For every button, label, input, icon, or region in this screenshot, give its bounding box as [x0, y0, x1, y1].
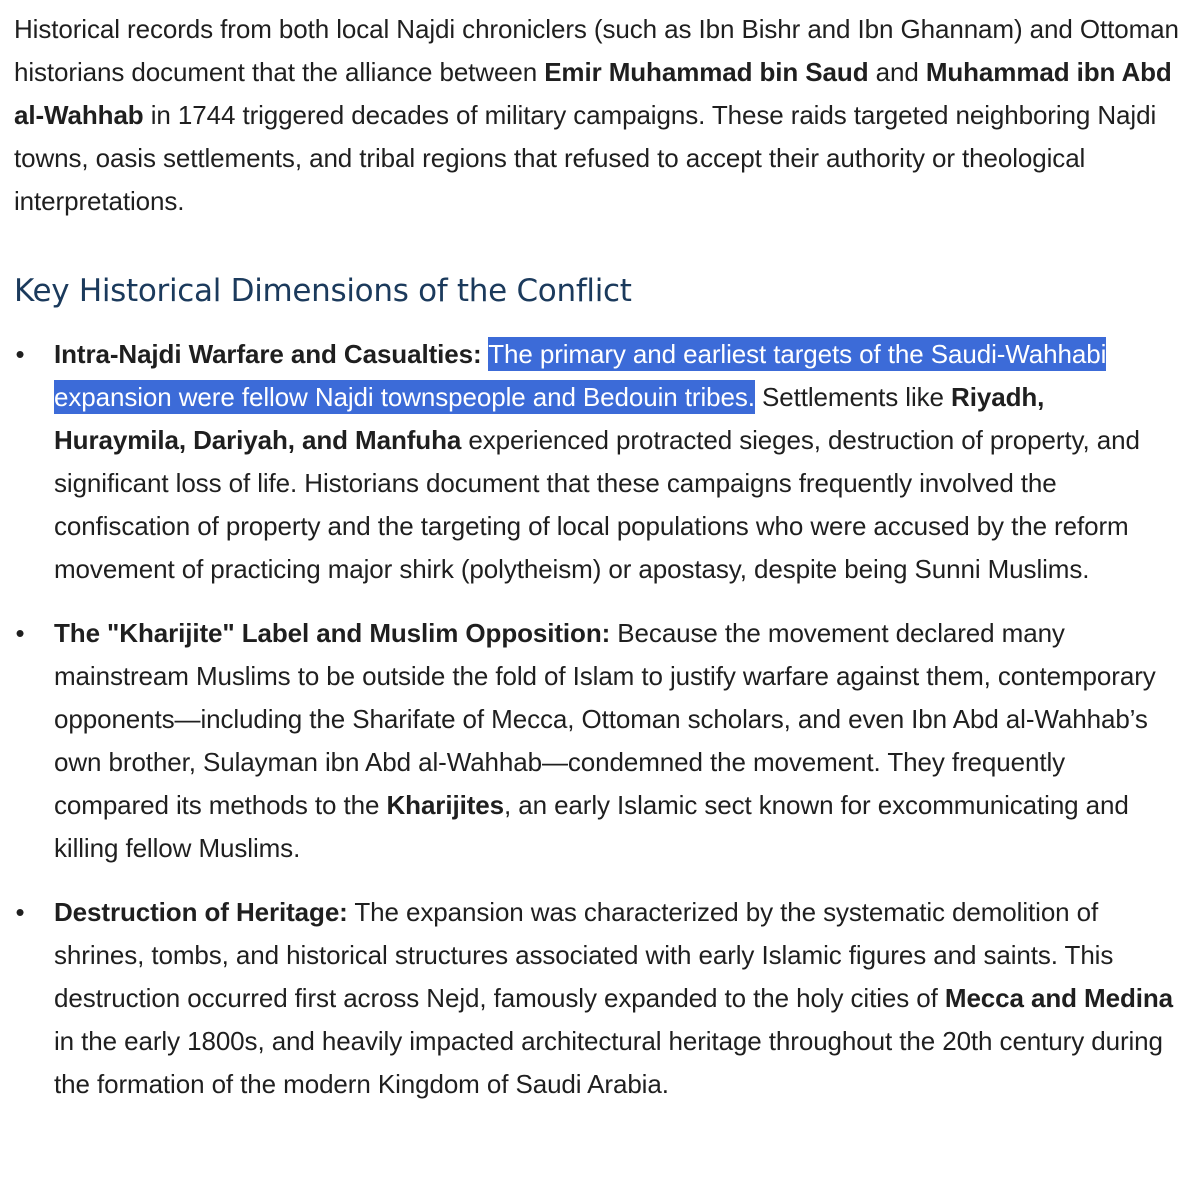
bullet-bold-kharijites: Kharijites — [386, 790, 504, 820]
bullet-bold-mecca-medina: Mecca and Medina — [944, 983, 1174, 1013]
intro-text-1: Historical records from both local Najdi chroniclers (such as Ibn Bishr and Ibn Ghannam) and Ottoman historians document that the alliance between — [14, 14, 1179, 87]
bullet-item-heritage — [14, 891, 1182, 1106]
intro-bold-emir: Emir Muhammad bin Saud — [544, 57, 869, 87]
bullet-title-heritage: Destruction of Heritage: — [54, 897, 348, 927]
intro-text-3: in 1744 triggered decades of military campaigns. These raids targeted neighboring Najdi towns, oasis settlements, and tribal regions that refused to accept their authority or theological interpretations. — [14, 100, 1157, 216]
bullet-bold-settlements: Riyadh, Huraymila, Dariyah, and Manfuha — [54, 382, 1045, 455]
bullet-text-heritage-2: in the early 1800s, and heavily impacted architectural heritage throughout the 20th century during the formation of the modern Kingdom of Saudi Arabia. — [54, 1026, 1163, 1099]
intro-paragraph — [14, 8, 1182, 223]
bullet-text-warfare-1: Settlements like — [754, 382, 952, 412]
bullet-item-warfare — [14, 333, 1182, 591]
selected-text-highlight[interactable]: The primary and earliest targets of the Saudi-Wahhabi expansion were fellow Najdi townspeople and Bedouin tribes. — [54, 339, 1107, 412]
bullet-text-kharijite-1: Because the movement declared many mainstream Muslims to be outside the fold of Islam to justify warfare against them, contemporary opponents—including the Sharifate of Mecca, Ottoman scholars, and even Ibn Abd al-Wahhab’s own brother, Sulayman ibn Abd al-Wahhab—condemned the movement. They frequently compared its methods to the — [54, 618, 1156, 820]
section-heading: Key Historical Dimensions of the Conflict — [14, 273, 632, 309]
bullet-list — [14, 333, 1182, 1106]
bullet-dot-icon: • — [15, 339, 25, 369]
bullet-title-warfare: Intra-Najdi Warfare and Casualties: — [54, 339, 482, 369]
bullet-dot-icon: • — [15, 618, 25, 648]
bullet-text-kharijite-2: , an early Islamic sect known for excommunicating and killing fellow Muslims. — [54, 790, 1129, 863]
bullet-text-warfare-2: experienced protracted sieges, destruction of property, and significant loss of life. Historians document that these campaigns frequently involved the confiscation of property and the targeting of local populations who were accused by the reform movement of practicing major shirk (polytheism) or apostasy, despite being Sunni Muslims. — [54, 425, 1140, 584]
bullet-text-heritage-1: The expansion was characterized by the systematic demolition of shrines, tombs, and historical structures associated with early Islamic figures and saints. This destruction occurred first across Nejd, famously expanded to the holy cities of — [54, 897, 1114, 1013]
bullet-title-kharijite: The "Kharijite" Label and Muslim Opposition: — [54, 618, 611, 648]
intro-bold-abd-al-wahhab: Muhammad ibn Abd al-Wahhab — [14, 57, 1172, 130]
bullet-item-kharijite — [14, 612, 1182, 870]
intro-text-2: and — [868, 57, 926, 87]
bullet-dot-icon: • — [15, 897, 25, 927]
